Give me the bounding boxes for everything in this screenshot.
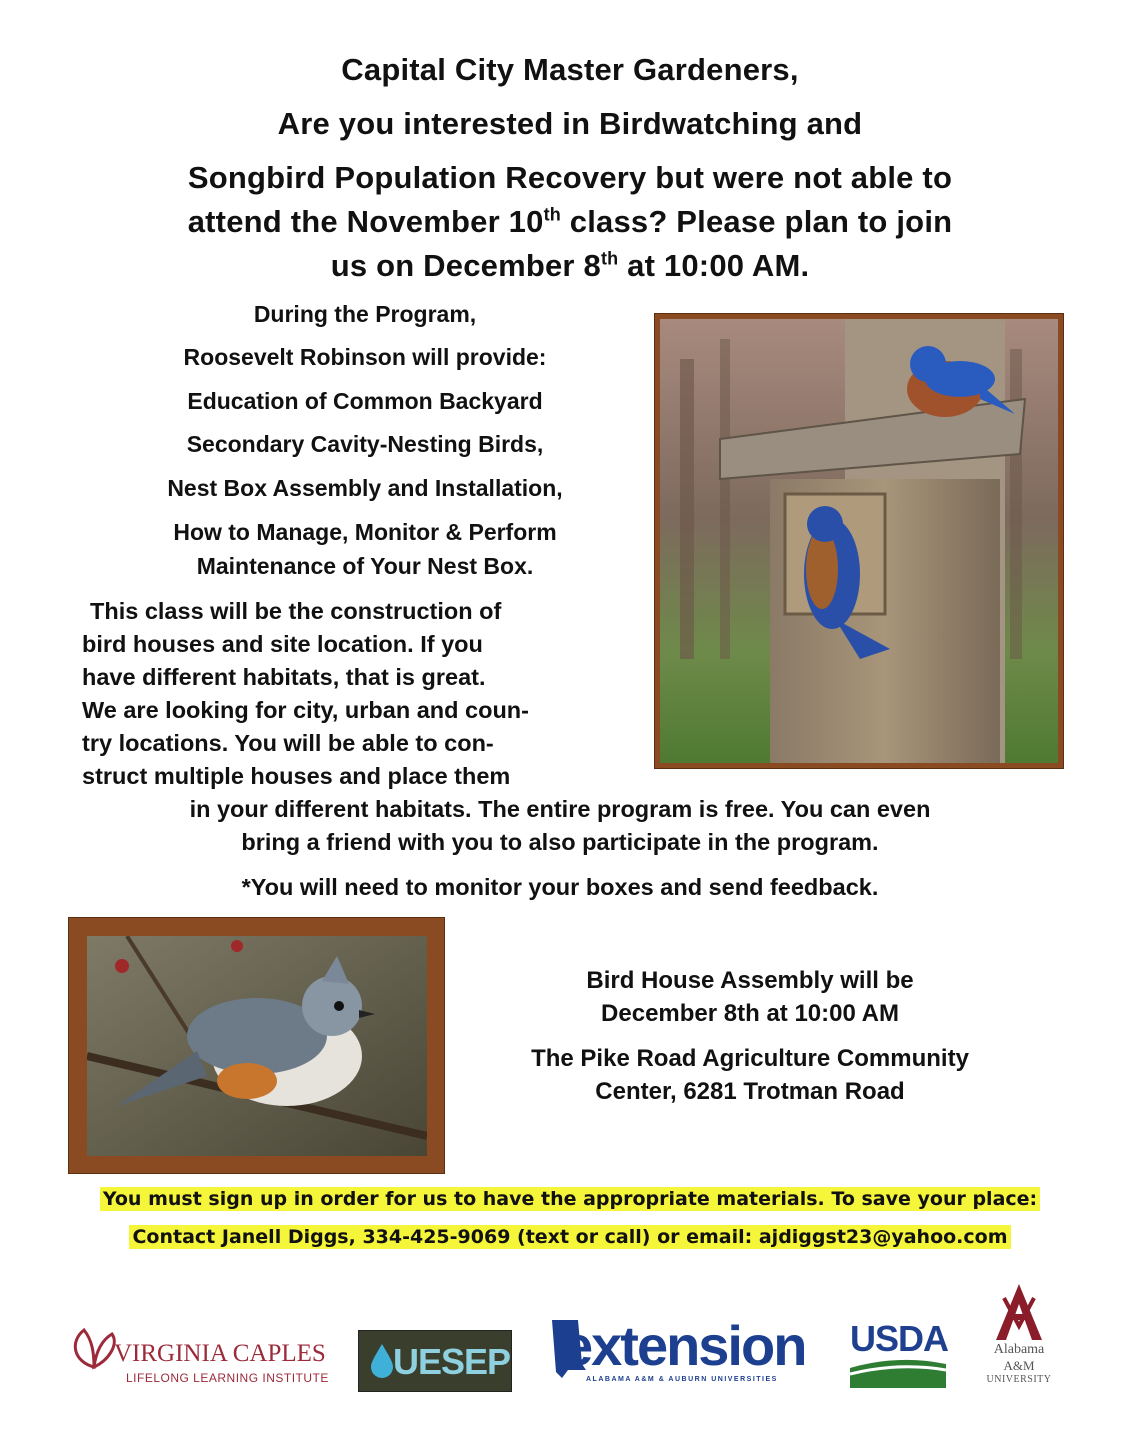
signup-line-2: Contact Janell Diggs, 334-425-9069 (text or call) or email: ajdiggst23@yahoo.com bbox=[129, 1225, 1010, 1249]
program-line-1: During the Program, bbox=[253, 301, 477, 327]
signup-line-1: You must sign up in order for us to have the appropriate materials. To save your place: bbox=[100, 1187, 1040, 1211]
event-line-1: Bird House Assembly will be bbox=[586, 967, 914, 994]
desc-line-7: in your different habitats. The entire program is free. You can even bbox=[189, 796, 931, 822]
aamu-seal-icon bbox=[994, 1284, 1044, 1340]
event-line-2: December 8th at 10:00 AM bbox=[601, 1000, 899, 1027]
program-line-5: Nest Box Assembly and Installation, bbox=[167, 475, 563, 501]
desc-line-1: This class will be the construction of bbox=[90, 598, 502, 624]
program-line-2: Roosevelt Robinson will provide: bbox=[183, 344, 547, 370]
desc-line-3: have different habitats, that is great. bbox=[82, 664, 486, 690]
desc-line-5: try locations. You will be able to con- bbox=[82, 730, 494, 756]
title-line-2: Are you interested in Birdwatching and bbox=[277, 106, 863, 141]
title-line-5-a: us on December 8 bbox=[330, 248, 601, 283]
title-line-5 bbox=[40, 244, 1100, 288]
desc-line-8: bring a friend with you to also participate in the program. bbox=[241, 829, 879, 855]
signup-line-1-wrap bbox=[0, 1186, 1140, 1212]
extension-text: extension bbox=[562, 1314, 806, 1377]
usda-text: USDA bbox=[850, 1318, 949, 1359]
program-line-7: Maintenance of Your Nest Box. bbox=[196, 553, 534, 579]
uesep-logo bbox=[358, 1330, 512, 1392]
desc-line-6: struct multiple houses and place them bbox=[82, 763, 511, 789]
title-line-5-sup: th bbox=[600, 248, 619, 269]
title-line-1: Capital City Master Gardeners, bbox=[341, 52, 799, 87]
desc-line-2: bird houses and site location. If you bbox=[82, 631, 483, 657]
virginia-caples-sub: LIFELONG LEARNING INSTITUTE bbox=[126, 1371, 329, 1385]
extension-logo bbox=[548, 1316, 808, 1391]
water-drop-icon bbox=[371, 1344, 393, 1378]
event-line-4: Center, 6281 Trotman Road bbox=[595, 1078, 905, 1105]
bluebird-photo-frame bbox=[654, 313, 1064, 769]
titmouse-photo-frame bbox=[68, 917, 445, 1174]
aamu-text-2: A&M bbox=[1003, 1358, 1035, 1373]
title-line-5-b: at 10:00 AM. bbox=[618, 248, 810, 283]
desc-note: *You will need to monitor your boxes and send feedback. bbox=[241, 874, 879, 900]
extension-sub: ALABAMA A&M & AUBURN UNIVERSITIES bbox=[586, 1376, 778, 1383]
program-line-6: How to Manage, Monitor & Perform bbox=[173, 519, 557, 545]
title-line-4-b: class? Please plan to join bbox=[560, 204, 953, 239]
signup-line-2-wrap bbox=[0, 1224, 1140, 1250]
uesep-text: UESEP bbox=[393, 1341, 511, 1382]
desc-line-4: We are looking for city, urban and coun- bbox=[82, 697, 529, 723]
usda-logo bbox=[848, 1318, 948, 1390]
bluebird-nestbox-image bbox=[660, 319, 1058, 763]
program-line-4: Secondary Cavity-Nesting Birds, bbox=[186, 431, 544, 457]
virginia-caples-main: VIRGINIA CAPLES bbox=[114, 1340, 326, 1367]
titmouse-bird-image bbox=[87, 936, 427, 1156]
title-line-4 bbox=[40, 200, 1100, 244]
event-line-3: The Pike Road Agriculture Community bbox=[531, 1045, 969, 1072]
program-line-3: Education of Common Backyard bbox=[187, 388, 543, 414]
usda-field-icon bbox=[850, 1358, 946, 1388]
title-line-3: Songbird Population Recovery but were not able to bbox=[187, 160, 953, 195]
aamu-text-3: UNIVERSITY bbox=[986, 1374, 1052, 1385]
aamu-logo bbox=[974, 1284, 1064, 1394]
title-line-4-sup: th bbox=[543, 204, 561, 225]
virginia-caples-logo bbox=[64, 1318, 339, 1398]
title-line-4-a: attend the November 10 bbox=[187, 204, 544, 239]
aamu-text-1: Alabama bbox=[993, 1342, 1045, 1357]
